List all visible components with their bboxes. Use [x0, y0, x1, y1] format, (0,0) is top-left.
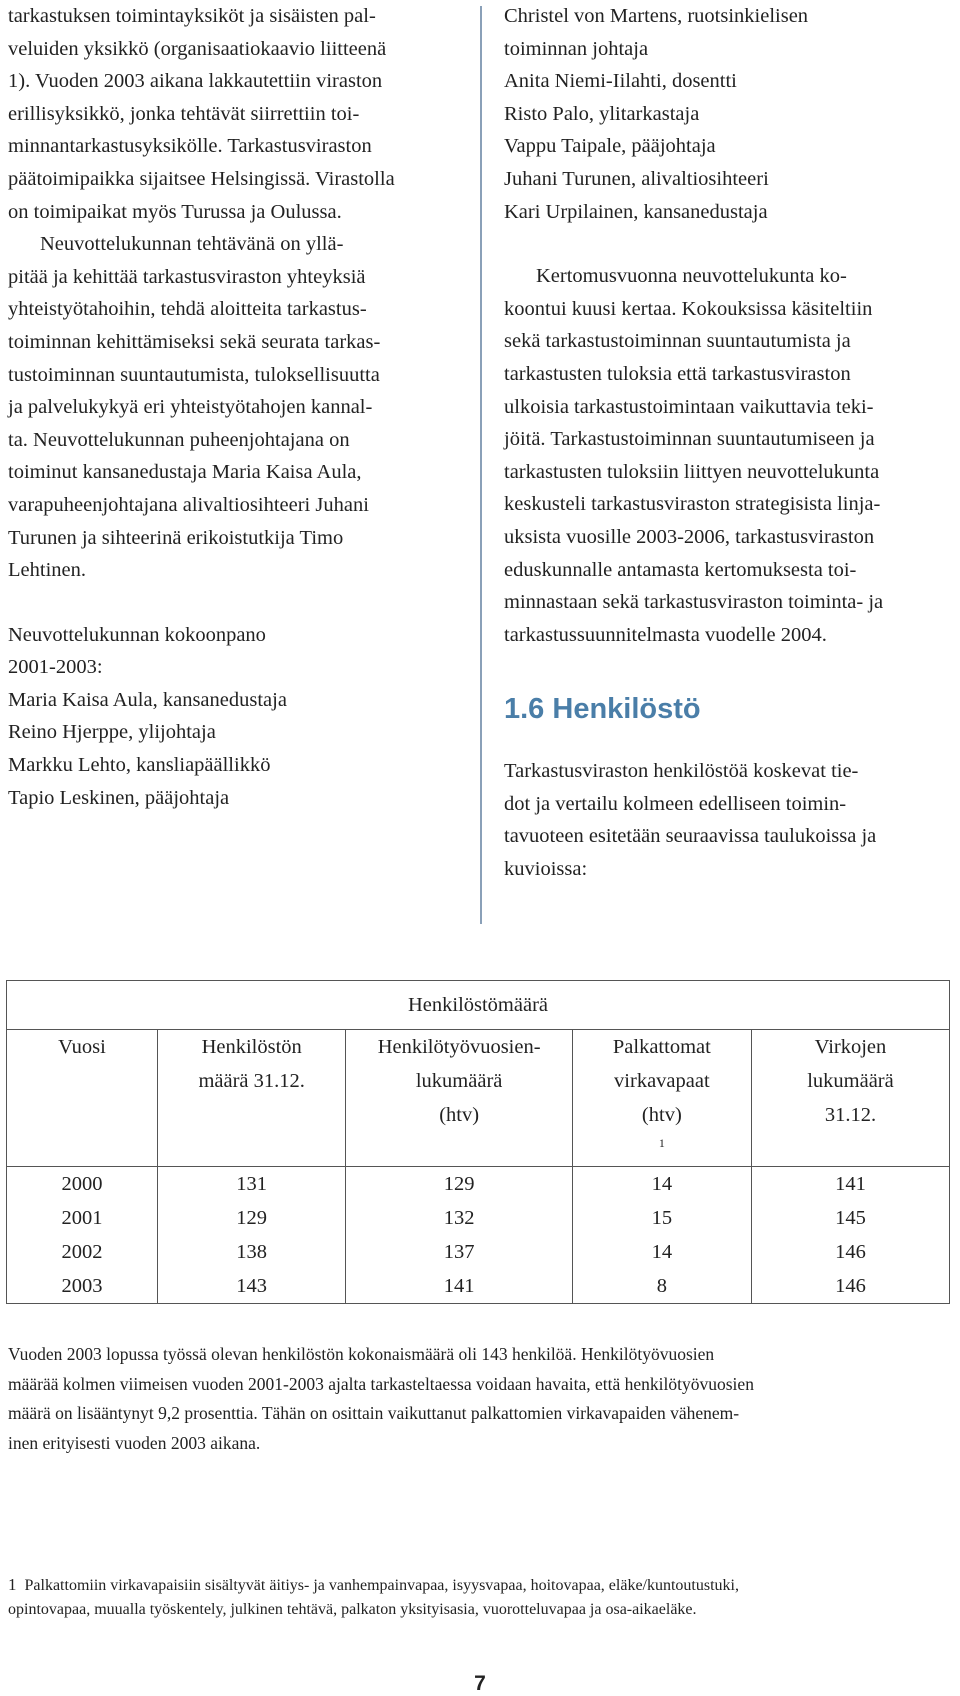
text-line: erillisyksikkö, jonka tehtävät siirrettiin toi- [8, 102, 360, 125]
posts-column [751, 1167, 949, 1304]
text-line: ta. Neuvottelukunnan puheenjohtajana on [8, 428, 350, 451]
text-line: tarkastusten tuloksia että tarkastusviraston [504, 362, 851, 385]
table-cell: 141 [835, 1173, 866, 1195]
table-cell: 2003 [61, 1275, 103, 1297]
text-line: eduskunnalle antamasta kertomuksesta toi- [504, 558, 857, 581]
table-cell: 15 [651, 1207, 673, 1229]
list-item: Neuvottelukunnan kokoonpano [8, 623, 266, 646]
staff-summary-paragraph [8, 1340, 952, 1458]
column-header-posts: Virkojen lukumäärä 31.12. [751, 1030, 949, 1167]
text-line: veluiden yksikkö (organisaatiokaavio liitteenä [8, 37, 387, 60]
table-cell: 2001 [61, 1207, 103, 1229]
text-line: ulkoisia tarkastustoimintaan vaikuttavia teki- [504, 395, 874, 418]
table-cell: 14 [651, 1241, 673, 1263]
text-line: minnantarkastusyksikölle. Tarkastusviraston [8, 135, 372, 158]
meetings-paragraph [504, 260, 950, 651]
staff-count-column [157, 1167, 346, 1304]
list-item: Risto Palo, ylitarkastaja [504, 102, 700, 125]
table-cell: 146 [835, 1241, 866, 1263]
text-line: keskusteli tarkastusviraston strategisista linja- [504, 493, 881, 516]
table-cell: 138 [236, 1241, 268, 1263]
left-column [8, 0, 470, 814]
text-line: toiminnan kehittämiseksi sekä seurata tarkas- [8, 330, 381, 353]
personnel-intro-paragraph [504, 755, 950, 885]
footnote-number: 1 [8, 1575, 17, 1594]
list-item: Anita Niemi-Iilahti, dosentti [504, 70, 737, 93]
unpaid-leave-column [572, 1167, 751, 1304]
text-line: määrä on lisääntynyt 9,2 prosenttia. Tähän on osittain vaikuttanut palkattomien virkavapaiden vähenem- [8, 1403, 740, 1423]
text-line: määrää kolmen viimeisen vuoden 2001-2003 ajalta tarkasteltaessa voidaan havaita, että henkilötyövuosien [8, 1373, 754, 1394]
text-line: Tarkastusviraston henkilöstöä koskevat tie- [504, 760, 859, 783]
table-cell: 143 [236, 1275, 268, 1297]
text-line: tavuoteen esitetään seuraavissa taulukoissa ja [504, 825, 877, 848]
text-line: tarkastuksen toimintayksiköt ja sisäisten pal- [8, 5, 376, 27]
text-line: koontui kuusi kertaa. Kokouksissa käsiteltiin [504, 297, 873, 320]
list-item: toiminnan johtaja [504, 37, 649, 60]
text-line: Kertomusvuonna neuvottelukunta ko- [536, 265, 847, 288]
text-line: toiminut kansanedustaja Maria Kaisa Aula, [8, 461, 362, 484]
table-caption: Henkilöstömäärä [7, 981, 950, 1030]
text-line: Vuoden 2003 lopussa työssä olevan henkilöstön kokonaismäärä oli 143 henkilöä. Henkilötyövuosien [8, 1344, 715, 1364]
table-cell: 137 [443, 1241, 475, 1263]
personnel-table [6, 980, 950, 1304]
text-line: Turunen ja sihteerinä erikoistutkija Timo [8, 526, 344, 549]
list-item: Reino Hjerppe, ylijohtaja [8, 721, 216, 744]
text-line: kuvioissa: [504, 858, 588, 881]
table-cell: 131 [236, 1173, 268, 1195]
list-item: Maria Kaisa Aula, kansanedustaja [8, 688, 287, 711]
table-cell: 2000 [61, 1173, 103, 1195]
intro-paragraph [8, 0, 470, 228]
year-column [7, 1167, 158, 1304]
list-item: Vappu Taipale, pääjohtaja [504, 135, 716, 158]
list-item: Tapio Leskinen, pääjohtaja [8, 786, 230, 809]
table-cell: 145 [835, 1207, 866, 1229]
text-line: on toimipaikat myös Turussa ja Oulussa. [8, 200, 342, 223]
list-item: Markku Lehto, kansliapäällikkö [8, 754, 271, 777]
text-line: Lehtinen. [8, 559, 86, 582]
text-line: 1). Vuoden 2003 aikana lakkautettiin viraston [8, 70, 383, 93]
committee-members-list [8, 619, 470, 815]
column-header-person-years: Henkilötyövuosien- lukumäärä (htv) [346, 1030, 572, 1167]
table-cell: 141 [443, 1275, 475, 1297]
text-line: dot ja vertailu kolmeen edelliseen toimin- [504, 792, 847, 815]
committee-paragraph [8, 228, 470, 587]
column-header-year: Vuosi [7, 1030, 158, 1167]
text-line: Neuvottelukunnan tehtävänä on yllä- [40, 233, 344, 256]
text-line: ja palvelukykyä eri yhteistyötahojen kannal- [8, 396, 373, 419]
text-line: inen erityisesti vuoden 2003 aikana. [8, 1432, 261, 1453]
text-line: minnastaan sekä tarkastusviraston toiminta- ja [504, 591, 884, 614]
text-line: yhteistyötahoihin, tehdä aloitteita tarkastus- [8, 298, 367, 321]
section-heading: 1.6 Henkilöstö [504, 693, 701, 726]
right-column [504, 0, 950, 886]
text-line: jöitä. Tarkastustoiminnan suuntautumiseen ja [504, 428, 875, 451]
list-item: Juhani Turunen, alivaltiosihteeri [504, 167, 769, 190]
text-line: päätoimipaikka sijaitsee Helsingissä. Virastolla [8, 167, 395, 190]
list-item: 2001-2003: [8, 656, 103, 679]
text-line: tustoiminnan suuntautumista, tuloksellisuutta [8, 363, 380, 386]
table-cell: 14 [651, 1173, 673, 1195]
text-line: uksista vuosille 2003-2006, tarkastusviraston [504, 525, 875, 548]
table-cell: 8 [656, 1275, 667, 1297]
text-line: pitää ja kehittää tarkastusviraston yhteyksiä [8, 265, 366, 288]
page-number: 7 [474, 1672, 486, 1695]
text-line: Palkattomiin virkavapaisiin sisältyvät äitiys- ja vanhempainvapaa, isyysvapaa, hoitovapaa, eläke/kuntoutustuki, [24, 1577, 739, 1594]
list-item: Christel von Martens, ruotsinkielisen [504, 5, 809, 27]
text-line: tarkastusten tuloksiin liittyen neuvottelukunta [504, 460, 880, 483]
table-cell: 129 [236, 1207, 268, 1229]
table-cell: 146 [835, 1275, 866, 1297]
footnote-reference: 1 [658, 1136, 665, 1151]
table-cell: 129 [443, 1173, 475, 1195]
table-cell: 132 [443, 1207, 475, 1229]
text-line: tarkastussuunnitelmasta vuodelle 2004. [504, 623, 827, 646]
column-header-staff-count: Henkilöstön määrä 31.12. [157, 1030, 346, 1167]
text-line: opintovapaa, muualla työskentely, julkinen tehtävä, palkaton yksityisasia, vuorotteluvapaa ja osa-aikaeläke. [8, 1601, 697, 1618]
column-header-unpaid-leave: Palkattomat virkavapaat (htv) $^1$ [572, 1030, 751, 1167]
person-years-column [346, 1167, 572, 1304]
footnote [8, 1573, 952, 1622]
column-divider [480, 6, 482, 924]
text-line: varapuheenjohtajana alivaltiosihteeri Juhani [8, 493, 369, 516]
list-item: Kari Urpilainen, kansanedustaja [504, 200, 768, 223]
table-cell: 2002 [61, 1241, 103, 1263]
committee-members-list-continued [504, 0, 950, 228]
text-line: sekä tarkastustoiminnan suuntautumista ja [504, 330, 851, 353]
